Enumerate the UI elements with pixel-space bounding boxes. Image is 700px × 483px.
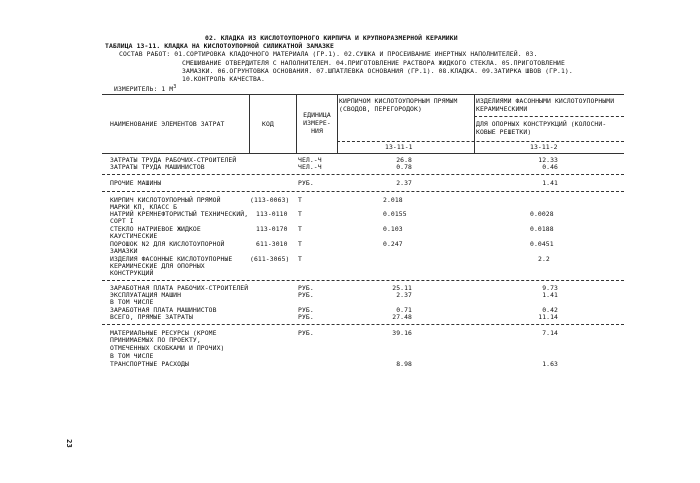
transport-value-1: 8.98 xyxy=(396,360,412,368)
row-name: ЗАТРАТЫ ТРУДА РАБОЧИХ-СТРОИТЕЛЕЙ xyxy=(110,156,237,164)
row-unit: РУБ. xyxy=(298,306,314,314)
row-value-1: 25.11 xyxy=(392,284,412,292)
material-unit: Т xyxy=(298,240,302,248)
resources-line-1: МАТЕРИАЛЬНЫЕ РЕСУРСЫ (КРОМЕ xyxy=(110,329,217,337)
row-name: ЭКСПЛУАТАЦИЯ МАШИН xyxy=(110,291,182,299)
material-value-2: 2.2 xyxy=(538,255,550,263)
resources-value-2: 7.14 xyxy=(542,329,558,337)
row-unit: РУБ. xyxy=(298,291,314,299)
header-col2-1: ИЗДЕЛИЯМИ ФАСОННЫМИ КИСЛОТОУПОРНЫМИ xyxy=(476,97,615,105)
row-unit: ЧЕЛ.-Ч xyxy=(298,156,322,164)
row-unit: РУБ. xyxy=(298,313,314,321)
group-rule xyxy=(102,174,624,175)
material-unit: Т xyxy=(298,225,302,233)
material-name-2: МАРКИ КП, КЛАСС Б xyxy=(110,203,178,211)
row-value-2: 9.73 xyxy=(542,284,558,292)
transport-name: ТРАНСПОРТНЫЕ РАСХОДЫ xyxy=(110,360,189,368)
code-row-rule xyxy=(337,141,624,142)
header-col1-1: КИРПИЧОМ КИСЛОТОУПОРНЫМ ПРЯМЫМ xyxy=(339,97,458,105)
material-name-2: КЕРАМИЧЕСКИЕ ДЛЯ ОПОРНЫХ xyxy=(110,262,205,270)
material-value-2: 0.0028 xyxy=(530,210,554,218)
row-value-2: 1.41 xyxy=(542,179,558,187)
row-name: ПРОЧИЕ МАШИНЫ xyxy=(110,179,162,187)
row-name: ЗАТРАТЫ ТРУДА МАШИНИСТОВ xyxy=(110,163,205,171)
col-divider xyxy=(249,94,250,153)
transport-value-2: 1.63 xyxy=(542,360,558,368)
resources-unit: РУБ. xyxy=(298,329,314,337)
row-unit: РУБ. xyxy=(298,179,314,187)
header-unit-3: НИЯ xyxy=(311,127,323,135)
header-bottom-rule xyxy=(102,153,624,154)
material-value-1: 0.247 xyxy=(383,240,403,248)
material-name-2: ЗАМАЗКИ xyxy=(110,247,138,255)
material-name: СТЕКЛО НАТРИЕВОЕ ЖИДКОЕ xyxy=(110,225,201,233)
material-name: НАТРИЙ КРЕМНЕФТОРИСТЫЙ ТЕХНИЧЕСКИЙ, xyxy=(110,210,249,218)
resources-line-4: В ТОМ ЧИСЛЕ xyxy=(110,352,154,360)
row-unit: ЧЕЛ.-Ч xyxy=(298,163,322,171)
material-code: 611-3010 xyxy=(256,240,288,248)
col1-code: 13-11-1 xyxy=(385,143,413,151)
resources-line-3: ОТМЕЧЕННЫХ СКОБКАМИ И ПРОЧИХ) xyxy=(110,344,225,352)
table-top-rule xyxy=(102,94,624,95)
row-value-1: 0.71 xyxy=(396,306,412,314)
header-name: НАИМЕНОВАНИЕ ЭЛЕМЕНТОВ ЗАТРАТ xyxy=(110,120,225,128)
material-name: ИЗДЕЛИЯ ФАСОННЫЕ КИСЛОТОУПОРНЫЕ xyxy=(110,255,233,263)
table-title: ТАБЛИЦА 13-11. КЛАДКА НА КИСЛОТОУПОРНОЙ СИЛИКАТНОЙ ЗАМАЗКЕ xyxy=(105,42,334,50)
composition-line-3: ЗАМАЗКИ. 06.ОГРУНТОВКА ОСНОВАНИЯ. 07.ШПАТЛЕВКА ОСНОВАНИЯ (ГР.1). 08.КЛАДКА. 09.ЗАТИРКА ШВОВ (ГР.1). xyxy=(182,67,573,75)
row-value-2: 12.33 xyxy=(538,156,558,164)
row-value-2: 0.46 xyxy=(542,163,558,171)
composition-line-1: СОСТАВ РАБОТ: 01.СОРТИРОВКА КЛАДОЧНОГО МАТЕРИАЛА (ГР.1). 02.СУШКА И ПРОСЕИВАНИЕ ИНЕРТНЫХ НАПОЛНИТЕЛЕЙ. 03. xyxy=(119,50,538,58)
header-code: КОД xyxy=(262,120,274,128)
col-divider xyxy=(296,94,297,153)
section-title: 02. КЛАДКА ИЗ КИСЛОТОУПОРНОГО КИРПИЧА И КРУПНОРАЗМЕРНОЙ КЕРАМИКИ xyxy=(205,34,458,42)
material-value-1: 0.103 xyxy=(383,225,403,233)
measure-unit: ИЗМЕРИТЕЛЬ: 1 $М^3$ xyxy=(114,84,177,94)
row-value-2: 1.41 xyxy=(542,291,558,299)
material-name: КИРПИЧ КИСЛОТОУПОРНЫЙ ПРЯМОЙ xyxy=(110,196,221,204)
header-col2-sub-2: КОВЫЕ РЕШЕТКИ) xyxy=(476,128,532,136)
subheader-rule xyxy=(474,116,624,117)
row-value-1: 0.78 xyxy=(396,163,412,171)
row-name: ЗАРАБОТНАЯ ПЛАТА МАШИНИСТОВ xyxy=(110,306,217,314)
material-value-1: 2.018 xyxy=(383,196,403,204)
material-name-3: КОНСТРУКЦИЙ xyxy=(110,269,154,277)
col-divider xyxy=(337,94,338,153)
material-name-2: СОРТ I xyxy=(110,217,134,225)
row-value-1: 2.37 xyxy=(396,179,412,187)
header-col1-2: (СВОДОВ, ПЕРЕГОРОДОК) xyxy=(339,105,422,113)
header-col2-2: КЕРАМИЧЕСКИМИ xyxy=(476,105,528,113)
composition-line-2: СМЕШИВАНИЕ ОТВЕРДИТЕЛЯ С НАПОЛНИТЕЛЕМ. 04.ПРИГОТОВЛЕНИЕ РАСТВОРА ЖИДКОГО СТЕКЛА. 05.ПРИГОТОВЛЕНИЕ xyxy=(182,59,565,67)
row-name: В ТОМ ЧИСЛЕ xyxy=(110,298,154,306)
group-rule xyxy=(102,280,624,281)
resources-value-1: 39.16 xyxy=(392,329,412,337)
material-name-2: КАУСТИЧЕСКИЕ xyxy=(110,232,158,240)
material-code: (113-0063) xyxy=(250,196,290,204)
row-value-1: 27.48 xyxy=(392,313,412,321)
row-value-2: 11.14 xyxy=(538,313,558,321)
material-value-2: 0.0451 xyxy=(530,240,554,248)
row-unit: РУБ. xyxy=(298,284,314,292)
row-name: ЗАРАБОТНАЯ ПЛАТА РАБОЧИХ-СТРОИТЕЛЕЙ xyxy=(110,284,249,292)
row-value-2: 0.42 xyxy=(542,306,558,314)
group-rule xyxy=(102,191,624,192)
header-unit-1: ЕДИНИЦА xyxy=(303,111,331,119)
resources-line-2: ПРИНИМАЕМЫХ ПО ПРОЕКТУ, xyxy=(110,336,201,344)
material-code: 113-0110 xyxy=(256,210,288,218)
row-value-1: 2.37 xyxy=(396,291,412,299)
row-name: ВСЕГО, ПРЯМЫЕ ЗАТРАТЫ xyxy=(110,313,193,321)
material-unit: Т xyxy=(298,255,302,263)
composition-line-4: 10.КОНТРОЛЬ КАЧЕСТВА. xyxy=(182,75,265,83)
material-name: ПОРОШОК N2 ДЛЯ КИСЛОТОУПОРНОЙ xyxy=(110,240,225,248)
material-value-1: 0.0155 xyxy=(383,210,407,218)
material-unit: Т xyxy=(298,196,302,204)
header-unit-2: ИЗМЕРЕ- xyxy=(303,119,331,127)
group-rule xyxy=(102,324,624,325)
material-unit: Т xyxy=(298,210,302,218)
material-code: 113-0170 xyxy=(256,225,288,233)
material-code: (611-3065) xyxy=(250,255,290,263)
col2-code: 13-11-2 xyxy=(530,143,558,151)
col-divider xyxy=(474,94,475,153)
page-mark: 23 xyxy=(64,439,73,448)
header-col2-sub-1: ДЛЯ ОПОРНЫХ КОНСТРУКЦИЙ (КОЛОСНИ- xyxy=(476,120,607,128)
material-value-2: 0.0188 xyxy=(530,225,554,233)
row-value-1: 26.8 xyxy=(396,156,412,164)
